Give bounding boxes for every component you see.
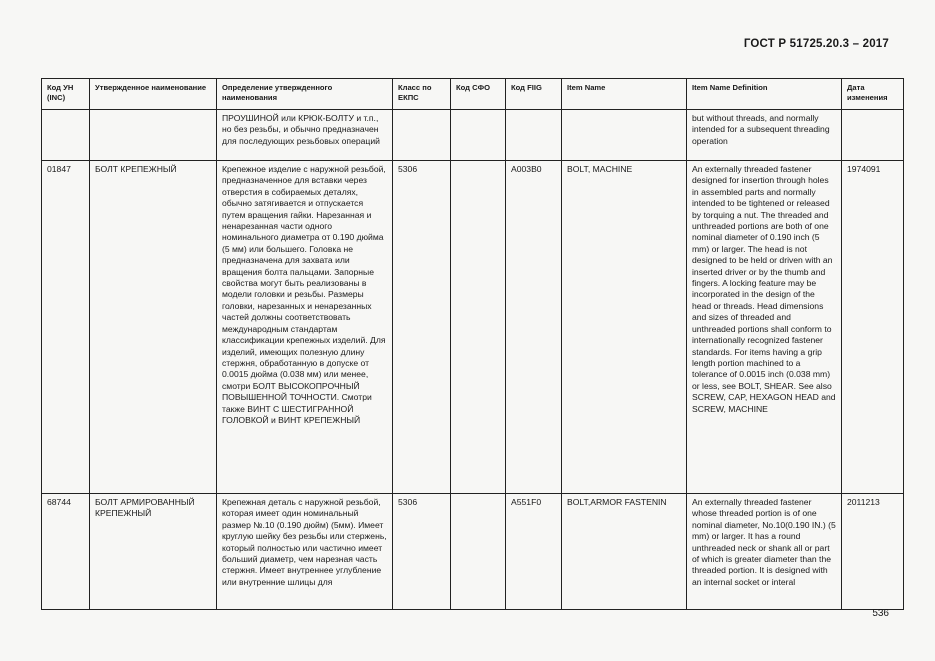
cell-approved-name (90, 110, 217, 161)
cell-approved-name: БОЛТ КРЕПЕЖНЫЙ (90, 161, 217, 494)
page-number: 536 (872, 608, 889, 619)
cell-approved-name: БОЛТ АРМИРОВАННЫЙ КРЕПЕЖНЫЙ (90, 494, 217, 610)
col-header-fiig: Код FIIG (506, 79, 562, 110)
cell-date: 1974091 (842, 161, 904, 494)
col-header-definition: Определение утвержденного наименования (217, 79, 393, 110)
cell-inc (42, 110, 90, 161)
table-header-row (42, 79, 904, 110)
col-header-sfo: Код СФО (451, 79, 506, 110)
cell-date (842, 110, 904, 161)
cell-item-name (562, 110, 687, 161)
col-header-approved-name: Утвержденное наименование (90, 79, 217, 110)
table-row (42, 161, 904, 494)
col-header-inc: Код УН (INC) (42, 79, 90, 110)
cell-sfo (451, 161, 506, 494)
document-standard-header: ГОСТ Р 51725.20.3 – 2017 (743, 38, 889, 50)
col-header-item-definition: Item Name Definition (687, 79, 842, 110)
cell-class: 5306 (393, 494, 451, 610)
cell-definition: Крепежное изделие с наружной резьбой, предназначенное для вставки через отверстия в собираемых деталях, обычно затягивается и отпускается путем вращения гайки. Нарезанная и ненарезанная части одного номинального диаметра от 0.190 дюйма (5 мм) или большего. Головка не предназначена для захвата или вращения болта пальцами. Запорные свойства могут быть реализованы в модели головки и резьбы. Размеры головки, нарезанных и ненарезанных частей должны соответствовать международным стандартам классификации крепежных изделий. Для изделий, имеющих полезную длину стержня, обработанную в допуске от 0.0015 дюйма (0.038 мм) или менее, смотри БОЛТ ВЫСОКОПРОЧНЫЙ ПОВЫШЕННОЙ ТОЧНОСТИ. Смотри также ВИНТ С ШЕСТИГРАННОЙ ГОЛОВКОЙ и ВИНТ КРЕПЕЖНЫЙ (217, 161, 393, 494)
cell-item-definition: An externally threaded fastener whose threaded portion is of one nominal diameter, No.10(0.190 IN.) (5 mm) or larger. It has a round unthreaded neck or shank all or part of which is greater diameter than the threaded portion. It is designed with an internal socket or interal (687, 494, 842, 610)
classification-table (41, 78, 904, 610)
cell-inc: 68744 (42, 494, 90, 610)
cell-fiig (506, 110, 562, 161)
cell-fiig: A551F0 (506, 494, 562, 610)
cell-sfo (451, 110, 506, 161)
cell-item-definition: but without threads, and normally intended for a subsequent threading operation (687, 110, 842, 161)
cell-inc: 01847 (42, 161, 90, 494)
table-row (42, 494, 904, 610)
table-row (42, 110, 904, 161)
col-header-class: Класс по ЕКПС (393, 79, 451, 110)
cell-class (393, 110, 451, 161)
cell-definition: ПРОУШИНОЙ или КРЮК-БОЛТУ и т.п., но без резьбы, и обычно предназначен для последующих резьбовых операций (217, 110, 393, 161)
col-header-item-name: Item Name (562, 79, 687, 110)
cell-fiig: A003B0 (506, 161, 562, 494)
cell-definition: Крепежная деталь с наружной резьбой, которая имеет один номинальный размер №.10 (0.190 дюйм) (5мм). Имеет круглую шейку без резьбы или стержень, который полностью или частично имеет больший диаметр, чем нарезная часть стержня. Имеет внутреннее углубление или внутренние шлицы для (217, 494, 393, 610)
cell-sfo (451, 494, 506, 610)
cell-item-name: BOLT, MACHINE (562, 161, 687, 494)
cell-date: 2011213 (842, 494, 904, 610)
cell-class: 5306 (393, 161, 451, 494)
cell-item-definition: An externally threaded fastener designed for insertion through holes in assembled parts and normally intended to be tightened or released by torquing a nut. The threaded and unthreaded portions are both of one nominal diameter of 0.190 inch (5 mm) or larger. The head is not designed to be held or driven with an inserted driver or by the thumb and fingers. A locking feature may be incorporated in the design of the head or threads. Head dimensions and sizes of threaded and unthreaded portions shall conform to internationally recognized fastener standards. For items having a grip length portion machined to a tolerance of 0.0015 inch (0.038 mm) or less, see BOLT, SHEAR. See also SCREW, CAP, HEXAGON HEAD and SCREW, MACHINE (687, 161, 842, 494)
col-header-date: Дата изменения (842, 79, 904, 110)
cell-item-name: BOLT,ARMOR FASTENIN (562, 494, 687, 610)
